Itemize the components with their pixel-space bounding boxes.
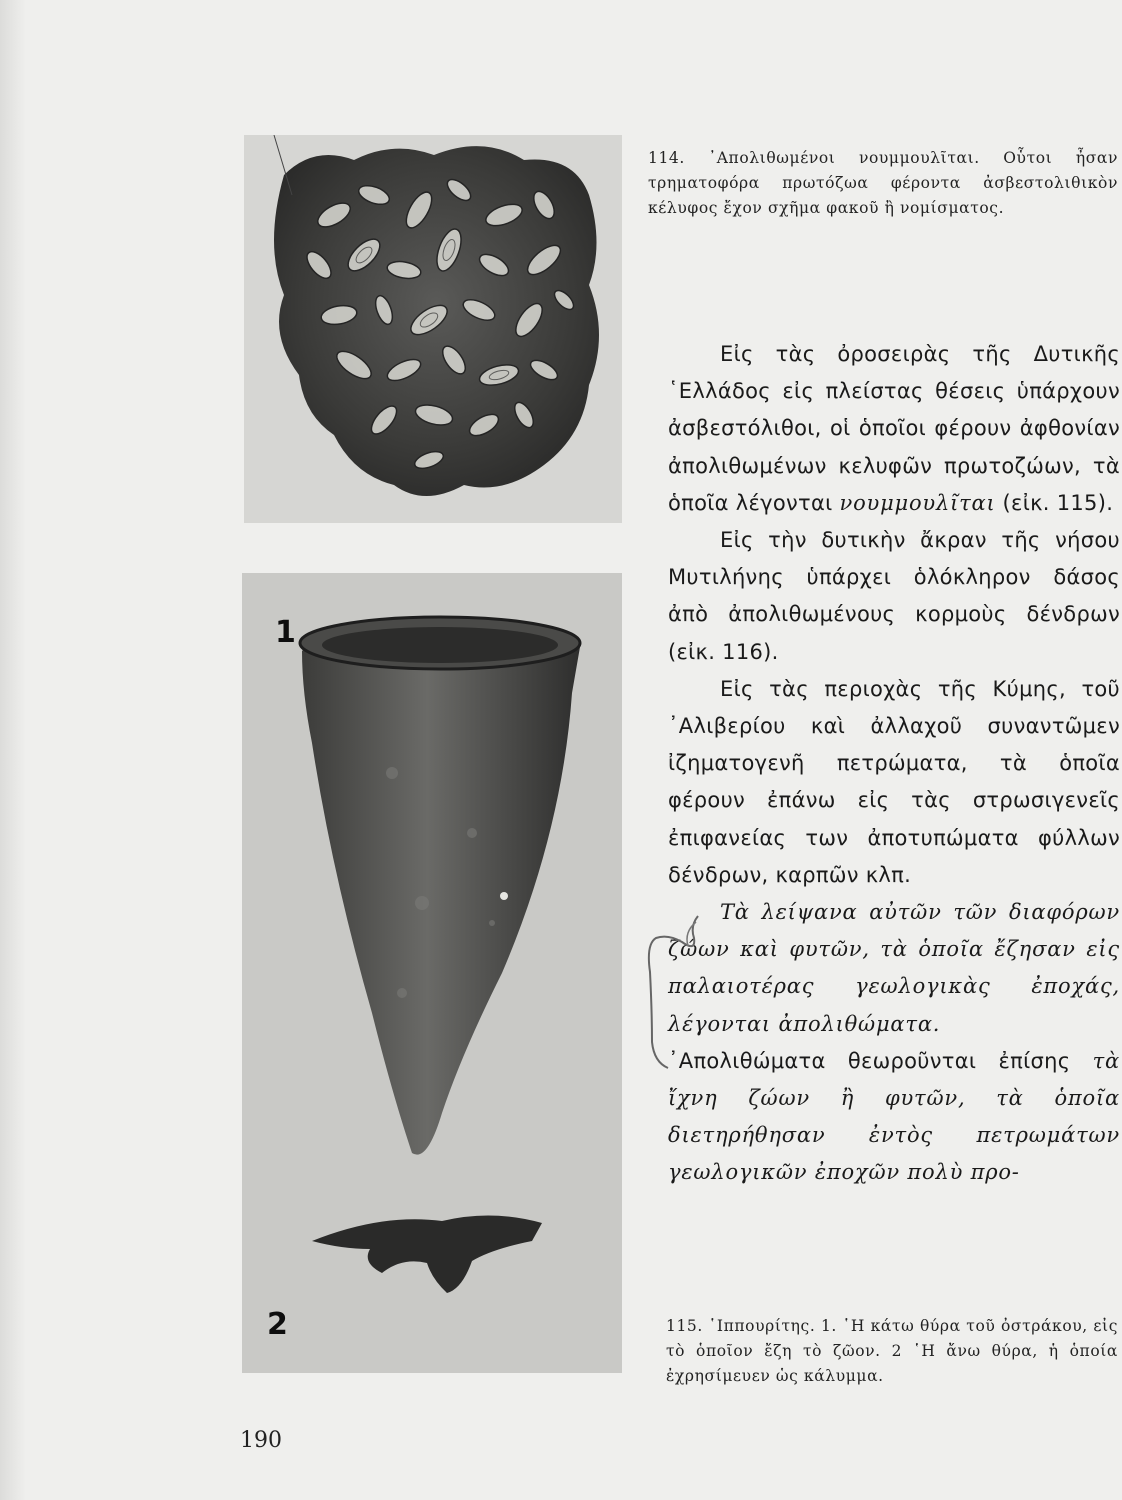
page-binding-edge xyxy=(0,0,26,1500)
paragraph-3: Εἰς τὰς περιοχὰς τῆς Κύμης, τοῦ ᾿Αλιβερίου καὶ ἀλλαχοῦ συναντῶμεν ἰζηματογενῆ πετρώματα, τὰ ὁποῖα φέρουν ἐπάνω εἰς τὰς στρωσιγενεῖς ἐπιφανείας των ἀποτυπώματα φύλλων δένδρων, καρπῶν κλπ. xyxy=(668,676,1120,887)
figure-115-caption: 115. ῾Ιππουρίτης. 1. ῾Η κάτω θύρα τοῦ ὀστράκου, εἰς τὸ ὁποῖον ἔζη τὸ ζῶον. 2 ῾Η ἄνω θύρα, ἡ ὁποία ἐχρησίμευεν ὡς κάλυμμα. xyxy=(666,1316,1118,1385)
figure-115-label-1: 1 xyxy=(275,615,296,650)
paragraph-1 xyxy=(668,336,1120,522)
page-number: 190 xyxy=(240,1428,282,1453)
paragraph-5-text: ᾿Απολιθώματα θεωροῦνται ἐπίσης xyxy=(668,1048,1093,1073)
figure-115-label-2: 2 xyxy=(267,1307,288,1342)
paragraph-1-ref: (εἰκ. 115). xyxy=(995,490,1114,515)
paragraph-2: Εἰς τὴν δυτικὴν ἄκραν τῆς νήσου Μυτιλήνης ὑπάρχει ὁλόκληρον δάσος ἀπὸ ἀπολιθωμένους κορμοὺς δένδρων (εἰκ. 116). xyxy=(668,528,1120,664)
fossil-definition: Τὰ λείψανα αὐτῶν τῶν διαφόρων ζώων καὶ φυτῶν, τὰ ὁποῖα ἔζησαν εἰς παλαιοτέρας γεωλογικὰς ἐποχάς, λέγονται ἀπολιθώματα. xyxy=(668,900,1120,1036)
paragraph-5 xyxy=(668,1043,1120,1192)
bookmark-string-mark xyxy=(638,912,702,1072)
nummulites-rock-illustration xyxy=(244,135,622,523)
figure-114-nummulites-photo xyxy=(244,135,622,523)
figure-114-caption: 114. ᾿Απολιθωμένοι νουμμουλῖται. Οὗτοι ἦσαν τρηματοφόρα πρωτόζωα φέροντα ἀσβεστολιθικὸν κέλυφος ἔχον σχῆμα φακοῦ ἢ νομίσματος. xyxy=(648,148,1118,217)
hippurite-illustration xyxy=(242,573,622,1373)
trace-fossil-definition: τὰ ἴχνη ζώων ἢ φυτῶν, τὰ ὁποῖα διετηρήθησαν ἐντὸς πετρωμάτων γεωλογικῶν ἐποχῶν πολὺ προ- xyxy=(668,1048,1120,1185)
term-nummulites: νουμμουλῖται xyxy=(839,490,996,515)
paragraph-4-definition xyxy=(668,894,1120,1043)
paragraph-1-text: Εἰς τὰς ὀροσειρὰς τῆς Δυτικῆς ῾Ελλάδος εἰς πλείστας θέσεις ὑπάρχουν ἀσβεστόλιθοι, οἱ ὁποῖοι φέρουν ἀφθονίαν ἀπολιθωμένων κελυφῶν πρωτοζώων, τὰ ὁποῖα λέγονται xyxy=(668,342,1120,515)
main-body-text xyxy=(668,336,1120,1192)
figure-115-hippurite-photo xyxy=(242,573,622,1373)
